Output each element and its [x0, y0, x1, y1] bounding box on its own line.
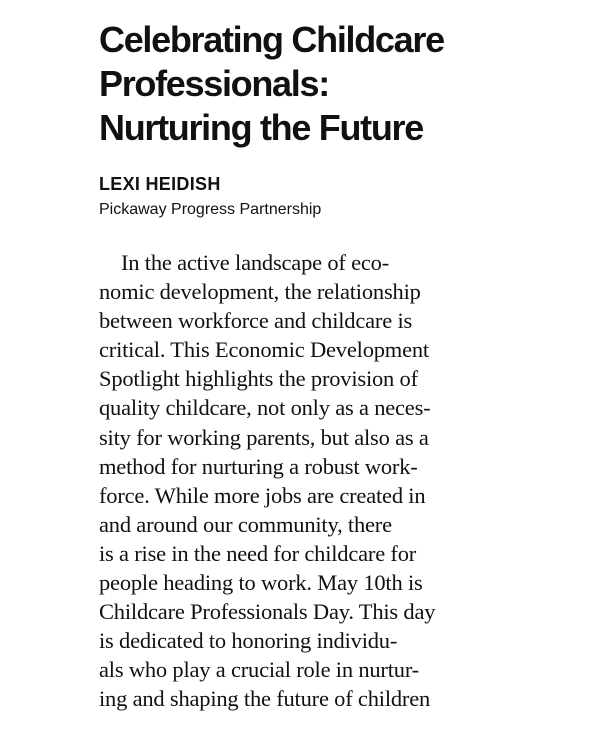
body-line: between workforce and childcare is — [99, 308, 413, 334]
headline-line: Nurturing the Future — [99, 107, 423, 148]
body-line: critical. This Economic Development — [99, 337, 429, 363]
body-line: method for nurturing a robust work- — [99, 453, 418, 479]
body-line: Childcare Professionals Day. This day — [99, 599, 436, 625]
article-headline — [99, 18, 594, 150]
body-line: people heading to work. May 10th is — [99, 570, 423, 596]
article-body — [99, 248, 594, 714]
author-organization: Pickaway Progress Partnership — [99, 201, 322, 218]
body-line: In the active landscape of eco- — [121, 250, 390, 275]
author-name: LEXI HEIDISH — [99, 174, 221, 194]
headline-line: Professionals: — [99, 63, 329, 104]
body-line: als who play a crucial role in nurtur- — [99, 657, 419, 683]
body-line: and around our community, there — [99, 511, 392, 537]
body-line: quality childcare, not only as a neces- — [99, 395, 431, 421]
body-line: force. While more jobs are created in — [99, 482, 426, 508]
body-line: is dedicated to honoring individu- — [99, 628, 398, 654]
body-line: sity for working parents, but also as a — [99, 424, 429, 450]
body-line: is a rise in the need for childcare for — [99, 540, 417, 566]
body-line: nomic development, the relationship — [99, 279, 421, 305]
body-line: Spotlight highlights the provision of — [99, 366, 418, 392]
body-line: ing and shaping the future of children — [99, 686, 431, 712]
article — [99, 18, 594, 714]
headline-line: Celebrating Childcare — [99, 19, 444, 60]
